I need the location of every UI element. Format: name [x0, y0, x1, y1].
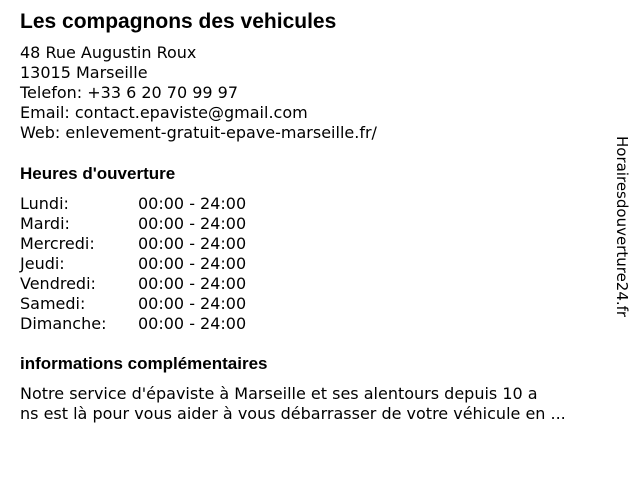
- hours-row-thursday: [20, 254, 246, 274]
- hours-row-tuesday: [20, 214, 246, 234]
- time-range: 00:00 - 24:00: [138, 294, 247, 313]
- hours-row-saturday: [20, 294, 246, 314]
- hours-row-sunday: [20, 314, 246, 334]
- time-range: 00:00 - 24:00: [138, 194, 247, 213]
- contact-block: [20, 43, 377, 143]
- time-range: 00:00 - 24:00: [138, 254, 247, 273]
- hours-row-wednesday: [20, 234, 246, 254]
- info-text-line-2: ns est là pour vous aider à vous débarrasser de votre véhicule en ...: [20, 404, 566, 423]
- address-city: 13015 Marseille: [20, 63, 148, 82]
- hours-row-monday: [20, 194, 246, 214]
- day-label: Jeudi:: [20, 254, 65, 273]
- opening-hours-heading: Heures d'ouverture: [20, 164, 176, 183]
- phone-line: Telefon: +33 6 20 70 99 97: [20, 83, 239, 102]
- day-label: Vendredi:: [20, 274, 96, 293]
- day-label: Mardi:: [20, 214, 70, 233]
- site-watermark: [612, 136, 632, 346]
- additional-info-heading: informations complémentaires: [20, 354, 268, 373]
- day-label: Dimanche:: [20, 314, 107, 333]
- opening-hours-table: [20, 194, 246, 334]
- time-range: 00:00 - 24:00: [138, 274, 247, 293]
- hours-row-friday: [20, 274, 246, 294]
- additional-info-text: [20, 384, 620, 424]
- website-line: Web: enlevement-gratuit-epave-marseille.fr/: [20, 123, 377, 142]
- watermark-text: Horairesdouverture24.fr: [613, 136, 631, 318]
- address-street: 48 Rue Augustin Roux: [20, 43, 197, 62]
- email-line: Email: contact.epaviste@gmail.com: [20, 103, 308, 122]
- business-name: Les compagnons des vehicules: [20, 10, 337, 33]
- info-text-line-1: Notre service d'épaviste à Marseille et ses alentours depuis 10 a: [20, 384, 538, 403]
- day-label: Mercredi:: [20, 234, 95, 253]
- time-range: 00:00 - 24:00: [138, 234, 247, 253]
- time-range: 00:00 - 24:00: [138, 314, 247, 333]
- day-label: Samedi:: [20, 294, 86, 313]
- day-label: Lundi:: [20, 194, 69, 213]
- time-range: 00:00 - 24:00: [138, 214, 247, 233]
